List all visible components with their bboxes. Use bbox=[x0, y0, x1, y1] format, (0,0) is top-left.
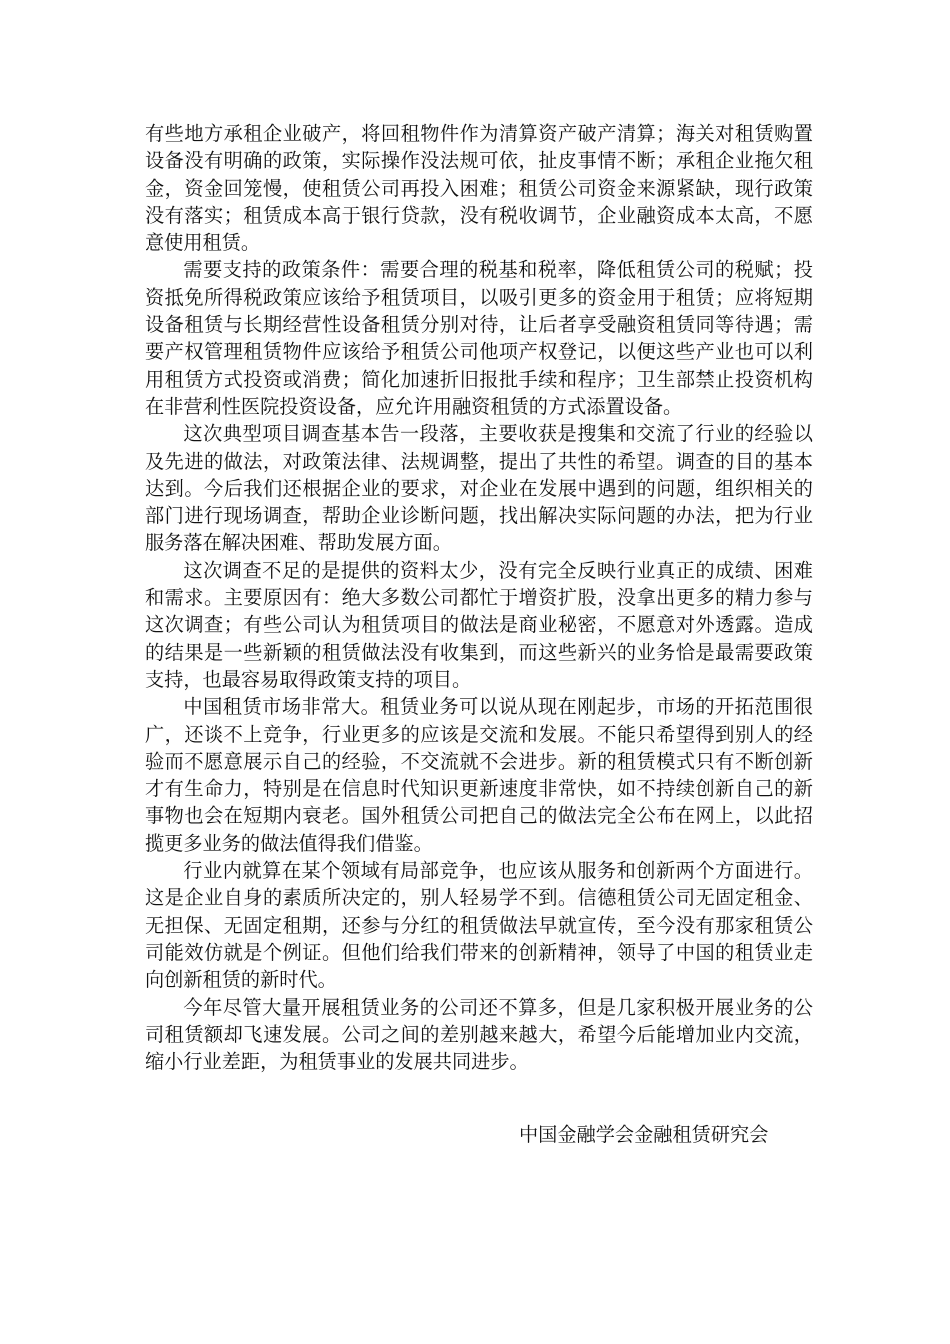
paragraph-2: 需要支持的政策条件：需要合理的税基和税率，降低租赁公司的税赋；投资抵免所得税政策应该给予租赁项目，以吸引更多的资金用于租赁；应将短期设备租赁与长期经营性设备租赁分别对待，让后者享受融资租赁同等待遇；需要产权管理租赁物件应该给予租赁公司他项产权登记，以便这些产业也可以利用租赁方式投资或消费；简化加速折旧报批手续和程序；卫生部禁止投资机构在非营利性医院投资设备，应允许用融资租赁的方式添置设备。 bbox=[145, 258, 813, 418]
paragraph-6: 行业内就算在某个领域有局部竞争，也应该从服务和创新两个方面进行。这是企业自身的素质所决定的，别人轻易学不到。信德租赁公司无固定租金、无担保、无固定租期，还参与分红的租赁做法早就宣传，至今没有那家租赁公司能效仿就是个例证。但他们给我们带来的创新精神，领导了中国的租赁业走向创新租赁的新时代。 bbox=[145, 859, 813, 992]
paragraph-3: 这次典型项目调查基本告一段落，主要收获是搜集和交流了行业的经验以及先进的做法，对政策法律、法规调整，提出了共性的希望。调查的目的基本达到。今后我们还根据企业的要求，对企业在发展中遇到的问题，组织相关的部门进行现场调查，帮助企业诊断问题，找出解决实际问题的办法，把为行业服务落在解决困难、帮助发展方面。 bbox=[145, 422, 813, 555]
paragraph-4: 这次调查不足的是提供的资料太少，没有完全反映行业真正的成绩、困难和需求。主要原因有：绝大多数公司都忙于增资扩股，没拿出更多的精力参与这次调查；有些公司认为租赁项目的做法是商业秘密，不愿意对外透露。造成的结果是一些新颖的租赁做法没有收集到，而这些新兴的业务恰是最需要政策支持，也最容易取得政策支持的项目。 bbox=[145, 558, 813, 691]
paragraph-5: 中国租赁市场非常大。租赁业务可以说从现在刚起步，市场的开拓范围很广，还谈不上竞争，行业更多的应该是交流和发展。不能只希望得到别人的经验而不愿意展示自己的经验，不交流就不会进步。新的租赁模式只有不断创新才有生命力，特别是在信息时代知识更新速度非常快，如不持续创新自己的新事物也会在短期内衰老。国外租赁公司把自己的做法完全公布在网上，以此招揽更多业务的做法值得我们借鉴。 bbox=[145, 695, 813, 855]
signature-organization: 中国金融学会金融租赁研究会 bbox=[519, 1123, 769, 1146]
paragraph-7: 今年尽管大量开展租赁业务的公司还不算多，但是几家积极开展业务的公司租赁额却飞速发展。公司之间的差别越来越大，希望今后能增加业内交流，缩小行业差距，为租赁事业的发展共同进步。 bbox=[145, 995, 813, 1074]
document-body bbox=[145, 120, 813, 1075]
paragraph-1: 有些地方承租企业破产，将回租物件作为清算资产破产清算；海关对租赁购置设备没有明确的政策，实际操作没法规可依，扯皮事情不断；承租企业拖欠租金，资金回笼慢，使租赁公司再投入困难；租赁公司资金来源紧缺，现行政策没有落实；租赁成本高于银行贷款，没有税收调节，企业融资成本太高，不愿意使用租赁。 bbox=[145, 122, 813, 255]
